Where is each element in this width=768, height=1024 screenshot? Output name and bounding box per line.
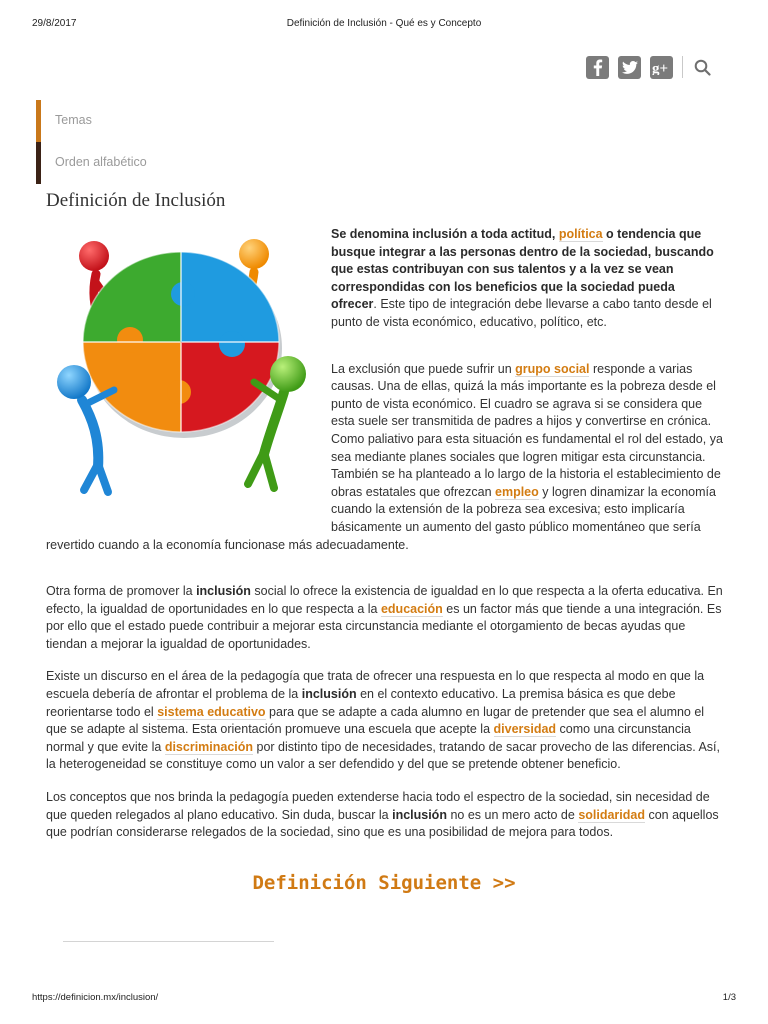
text-run: es un factor más que tiende a una integración. Es por ello que el estado puede contribuir a mejorar esta circunstancia mediante el otorgamiento de becas ayudas que tiendan a mejorar la igualdad de oportunidades. [46,601,722,651]
keyword-link[interactable]: solidaridad [578,807,645,822]
paragraph-3 [46,583,724,653]
facebook-icon[interactable] [586,56,609,79]
keyword-link[interactable]: discriminación [164,739,254,754]
bold-text: o tendencia que busque integrar a las personas dentro de la sociedad, buscando que estas contribuyan con sus talentos y a la vez se vean correspondidas con los beneficios que la sociedad pueda ofrecer [331,227,714,312]
print-page-number: 1/3 [722,992,736,1003]
keyword-link[interactable]: sistema educativo [157,704,266,719]
print-footer [0,992,768,1006]
illustration-spacer [46,226,331,524]
next-definition-link[interactable]: Definición Siguiente >> [252,872,516,894]
google-plus-icon[interactable] [650,56,673,79]
text-run: Los conceptos que nos brinda la pedagogía pueden extenderse hacia todo el espectro de la sociedad, sin necesidad de que queden relegados al plano educativo. Sin duda, buscar la [46,790,710,822]
nav-accent-bar [36,100,41,142]
text-run: La exclusión que puede sufrir un [331,361,516,376]
text-run: y logren dinamizar la economía cuando la extensión de la pobreza sea excesiva; esto implicaría básicamente un aumento del gasto público momentáneo que sería revertido cuando a la economía funcionase más adecuadamente. [46,484,716,552]
article-body [46,226,724,857]
article-title: Definición de Inclusión [46,190,226,211]
print-date: 29/8/2017 [32,18,77,29]
bold-text: inclusión [301,687,357,702]
keyword-link[interactable]: empleo [495,484,539,499]
print-header [0,16,768,32]
text-run: Existe un discurso en el área de la pedagogía que trata de ofrecer una respuesta en lo que respecta al modo en que la escuela debería de afrontar el problema de la [46,669,705,702]
nav-accent-bar [36,142,41,184]
text-run: en el contexto educativo. La premisa básica es que debe reorientarse todo el [46,687,676,719]
bold-text: inclusión [392,807,447,822]
toolbar-divider [682,56,683,78]
twitter-icon[interactable] [618,56,641,79]
text-run: responde a varias causas. Una de ellas, quizá la más importante es la pobreza desde el punto de vista económico. El cuadro se agrava si se considera que esta suele ser transmitida de padres a hijos y convertirse en crónica. Como paliativo para esta situación es fundamental el rol del estado, ya sea mediante planes sociales que logren mitigar esta circunstancia. También se ha planteado a lo largo de la historia el establecimiento de obras estatales que ofrezcan [331,361,723,499]
text-run: social lo ofrece la existencia de igualdad en lo que respecta a la oferta educativa. En efecto, la igualdad de oportunidades en lo que respecta a la [46,584,723,616]
text-run: para que se adapte a cada alumno en lugar de pretender que sea el alumno el que se adapte al sistema. Esta orientación promueve una escuela que acepte la [46,704,705,737]
svg-text:g+: g+ [652,60,669,75]
keyword-link[interactable]: política [558,227,603,241]
keyword-link[interactable]: grupo social [515,361,590,376]
print-url: https://definicion.mx/inclusion/ [32,992,159,1003]
print-page-title: Definición de Inclusión - Qué es y Concepto [286,18,482,29]
nav-item-label: Temas [55,113,92,127]
keyword-link[interactable]: educación [380,601,443,616]
text-run: por distinto tipo de necesidades, tratando de sacar provecho de las diferencias. Así, la heterogeneidad se constituye como un valor a ser defendido y del que se pretende obtener beneficio. [46,739,720,772]
paragraph-5 [46,789,724,842]
bold-text: inclusión [196,584,251,599]
text-run: como una circunstancia normal y que evite la [46,722,691,754]
nav-item-label: Orden alfabético [55,155,147,169]
text-run: con aquellos que podrían considerarse relegados de la sociedad, sino que es una posibilidad de mejora para todos. [46,807,719,840]
bold-text: Se denomina inclusión a toda actitud, [331,227,559,241]
text-run: no es un mero acto de [446,807,579,822]
search-icon[interactable] [691,56,713,78]
paragraph-4 [46,668,724,774]
keyword-link[interactable]: diversidad [493,722,557,737]
horizontal-rule [63,941,274,942]
text-run: . Este tipo de integración debe llevarse a cabo tanto desde el punto de vista económico, educativo, político, etc. [331,297,712,329]
text-run: Otra forma de promover la [46,584,197,599]
social-toolbar [586,54,713,80]
